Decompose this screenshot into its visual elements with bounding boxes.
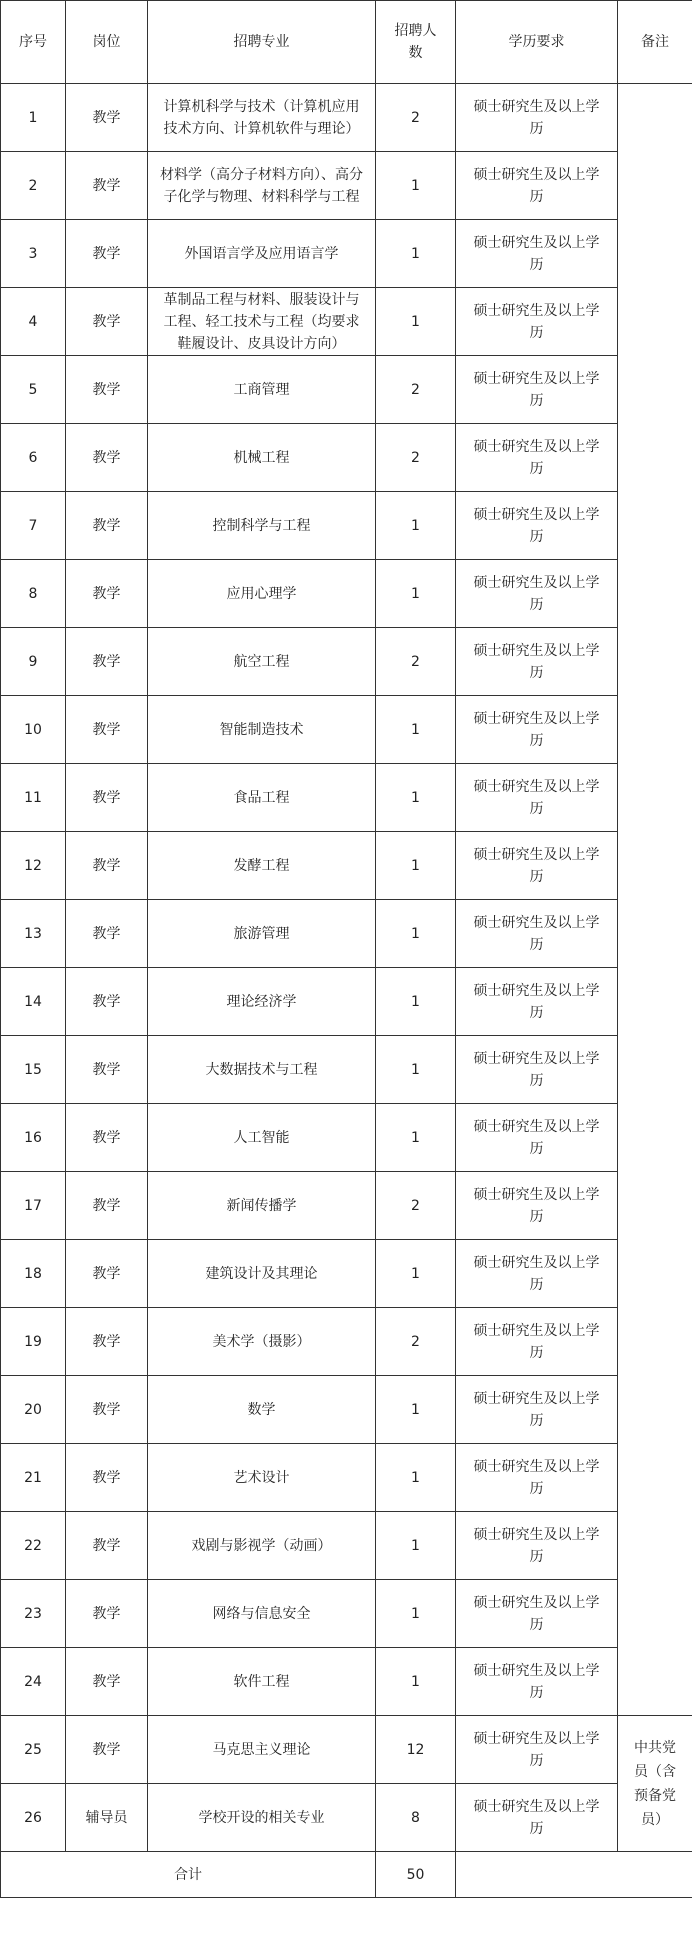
table-row (1, 152, 692, 220)
cell-major: 理论经济学 (148, 968, 376, 1036)
table-row (1, 1104, 692, 1172)
table-row (1, 1308, 692, 1376)
table-row (1, 696, 692, 764)
cell-count: 1 (376, 1376, 456, 1444)
table-row (1, 1036, 692, 1104)
cell-count: 1 (376, 696, 456, 764)
table-row (1, 1172, 692, 1240)
cell-post: 教学 (66, 832, 148, 900)
cell-post: 教学 (66, 84, 148, 152)
cell-edu: 硕士研究生及以上学历 (456, 1036, 618, 1104)
table-row (1, 1648, 692, 1716)
cell-edu: 硕士研究生及以上学历 (456, 1648, 618, 1716)
cell-no: 8 (1, 560, 66, 628)
header-cell: 序号 (1, 1, 66, 84)
cell-no: 2 (1, 152, 66, 220)
cell-count: 1 (376, 1036, 456, 1104)
table-row (1, 764, 692, 832)
cell-no: 7 (1, 492, 66, 560)
table-row (1, 1512, 692, 1580)
table-row (1, 492, 692, 560)
cell-no: 16 (1, 1104, 66, 1172)
cell-edu: 硕士研究生及以上学历 (456, 288, 618, 356)
cell-edu: 硕士研究生及以上学历 (456, 1512, 618, 1580)
cell-post: 教学 (66, 1512, 148, 1580)
cell-major: 智能制造技术 (148, 696, 376, 764)
cell-edu: 硕士研究生及以上学历 (456, 424, 618, 492)
cell-note: 中共党员（含预备党员） (618, 1716, 692, 1852)
cell-post: 教学 (66, 356, 148, 424)
total-row (1, 1852, 692, 1898)
cell-count: 1 (376, 832, 456, 900)
cell-count: 2 (376, 1172, 456, 1240)
cell-major: 建筑设计及其理论 (148, 1240, 376, 1308)
cell-no: 22 (1, 1512, 66, 1580)
cell-major: 航空工程 (148, 628, 376, 696)
cell-edu: 硕士研究生及以上学历 (456, 1784, 618, 1852)
cell-count: 1 (376, 1240, 456, 1308)
header-cell: 岗位 (66, 1, 148, 84)
cell-edu: 硕士研究生及以上学历 (456, 560, 618, 628)
cell-major: 控制科学与工程 (148, 492, 376, 560)
cell-post: 教学 (66, 696, 148, 764)
table-row (1, 356, 692, 424)
cell-post: 教学 (66, 764, 148, 832)
table-row (1, 220, 692, 288)
table-row (1, 560, 692, 628)
cell-post: 教学 (66, 1308, 148, 1376)
table-row (1, 1376, 692, 1444)
cell-no: 9 (1, 628, 66, 696)
cell-count: 2 (376, 1308, 456, 1376)
cell-post: 教学 (66, 1444, 148, 1512)
cell-count: 1 (376, 1104, 456, 1172)
cell-edu: 硕士研究生及以上学历 (456, 84, 618, 152)
cell-edu: 硕士研究生及以上学历 (456, 900, 618, 968)
cell-post: 教学 (66, 492, 148, 560)
cell-post: 教学 (66, 152, 148, 220)
cell-major: 材料学（高分子材料方向）、高分子化学与物理、材料科学与工程 (148, 152, 376, 220)
cell-count: 1 (376, 968, 456, 1036)
table-row (1, 84, 692, 152)
cell-major: 数学 (148, 1376, 376, 1444)
cell-edu: 硕士研究生及以上学历 (456, 628, 618, 696)
cell-edu: 硕士研究生及以上学历 (456, 152, 618, 220)
cell-major: 人工智能 (148, 1104, 376, 1172)
table-row (1, 1580, 692, 1648)
table-row (1, 832, 692, 900)
cell-no: 18 (1, 1240, 66, 1308)
cell-major: 外国语言学及应用语言学 (148, 220, 376, 288)
cell-post: 教学 (66, 1376, 148, 1444)
cell-no: 14 (1, 968, 66, 1036)
cell-post: 辅导员 (66, 1784, 148, 1852)
cell-no: 5 (1, 356, 66, 424)
table-row (1, 900, 692, 968)
cell-no: 17 (1, 1172, 66, 1240)
cell-no: 12 (1, 832, 66, 900)
cell-no: 6 (1, 424, 66, 492)
table-row (1, 628, 692, 696)
cell-count: 2 (376, 84, 456, 152)
cell-major: 新闻传播学 (148, 1172, 376, 1240)
cell-post: 教学 (66, 220, 148, 288)
table-row (1, 968, 692, 1036)
cell-edu: 硕士研究生及以上学历 (456, 220, 618, 288)
cell-post: 教学 (66, 1240, 148, 1308)
cell-no: 23 (1, 1580, 66, 1648)
cell-major: 应用心理学 (148, 560, 376, 628)
cell-edu: 硕士研究生及以上学历 (456, 1580, 618, 1648)
cell-no: 24 (1, 1648, 66, 1716)
cell-no: 4 (1, 288, 66, 356)
cell-edu: 硕士研究生及以上学历 (456, 1376, 618, 1444)
header-cell: 学历要求 (456, 1, 618, 84)
cell-major: 大数据技术与工程 (148, 1036, 376, 1104)
table-header-row (1, 1, 692, 84)
cell-post: 教学 (66, 1172, 148, 1240)
cell-major: 革制品工程与材料、服装设计与工程、轻工技术与工程（均要求鞋履设计、皮具设计方向） (148, 288, 376, 356)
cell-no: 19 (1, 1308, 66, 1376)
cell-post: 教学 (66, 628, 148, 696)
cell-major: 发酵工程 (148, 832, 376, 900)
cell-note-empty (618, 84, 692, 1716)
cell-major: 工商管理 (148, 356, 376, 424)
cell-count: 1 (376, 764, 456, 832)
cell-no: 3 (1, 220, 66, 288)
table-row (1, 1784, 692, 1852)
header-cell: 备注 (618, 1, 692, 84)
cell-post: 教学 (66, 968, 148, 1036)
cell-count: 1 (376, 1648, 456, 1716)
total-label: 合计 (1, 1852, 376, 1898)
cell-count: 1 (376, 492, 456, 560)
cell-edu: 硕士研究生及以上学历 (456, 1444, 618, 1512)
cell-count: 2 (376, 628, 456, 696)
cell-count: 1 (376, 288, 456, 356)
cell-no: 25 (1, 1716, 66, 1784)
cell-edu: 硕士研究生及以上学历 (456, 968, 618, 1036)
cell-edu: 硕士研究生及以上学历 (456, 1308, 618, 1376)
cell-post: 教学 (66, 424, 148, 492)
cell-count: 1 (376, 1580, 456, 1648)
cell-edu: 硕士研究生及以上学历 (456, 764, 618, 832)
cell-major: 美术学（摄影） (148, 1308, 376, 1376)
cell-major: 软件工程 (148, 1648, 376, 1716)
cell-no: 1 (1, 84, 66, 152)
cell-major: 学校开设的相关专业 (148, 1784, 376, 1852)
cell-edu: 硕士研究生及以上学历 (456, 356, 618, 424)
cell-no: 21 (1, 1444, 66, 1512)
cell-major: 艺术设计 (148, 1444, 376, 1512)
cell-count: 8 (376, 1784, 456, 1852)
cell-post: 教学 (66, 1648, 148, 1716)
cell-edu: 硕士研究生及以上学历 (456, 492, 618, 560)
header-cell: 招聘人数 (376, 1, 456, 84)
cell-major: 食品工程 (148, 764, 376, 832)
cell-edu: 硕士研究生及以上学历 (456, 696, 618, 764)
cell-post: 教学 (66, 1580, 148, 1648)
cell-no: 20 (1, 1376, 66, 1444)
cell-count: 1 (376, 152, 456, 220)
cell-count: 1 (376, 220, 456, 288)
cell-post: 教学 (66, 1036, 148, 1104)
total-value: 50 (376, 1852, 456, 1898)
cell-count: 1 (376, 1512, 456, 1580)
cell-no: 13 (1, 900, 66, 968)
table-row (1, 1444, 692, 1512)
cell-edu: 硕士研究生及以上学历 (456, 1240, 618, 1308)
cell-major: 计算机科学与技术（计算机应用技术方向、计算机软件与理论） (148, 84, 376, 152)
cell-post: 教学 (66, 1104, 148, 1172)
header-cell: 招聘专业 (148, 1, 376, 84)
cell-count: 1 (376, 900, 456, 968)
cell-major: 旅游管理 (148, 900, 376, 968)
cell-no: 15 (1, 1036, 66, 1104)
cell-count: 2 (376, 424, 456, 492)
total-empty (456, 1852, 692, 1898)
table-row (1, 1716, 692, 1784)
cell-edu: 硕士研究生及以上学历 (456, 1104, 618, 1172)
table-row (1, 288, 692, 356)
cell-post: 教学 (66, 560, 148, 628)
cell-major: 网络与信息安全 (148, 1580, 376, 1648)
cell-major: 马克思主义理论 (148, 1716, 376, 1784)
table-row (1, 424, 692, 492)
cell-no: 26 (1, 1784, 66, 1852)
cell-edu: 硕士研究生及以上学历 (456, 1716, 618, 1784)
cell-edu: 硕士研究生及以上学历 (456, 1172, 618, 1240)
cell-count: 1 (376, 1444, 456, 1512)
table-row (1, 1240, 692, 1308)
cell-edu: 硕士研究生及以上学历 (456, 832, 618, 900)
cell-count: 12 (376, 1716, 456, 1784)
cell-count: 1 (376, 560, 456, 628)
cell-count: 2 (376, 356, 456, 424)
cell-no: 11 (1, 764, 66, 832)
cell-major: 机械工程 (148, 424, 376, 492)
cell-major: 戏剧与影视学（动画） (148, 1512, 376, 1580)
cell-post: 教学 (66, 288, 148, 356)
cell-post: 教学 (66, 1716, 148, 1784)
cell-no: 10 (1, 696, 66, 764)
cell-post: 教学 (66, 900, 148, 968)
